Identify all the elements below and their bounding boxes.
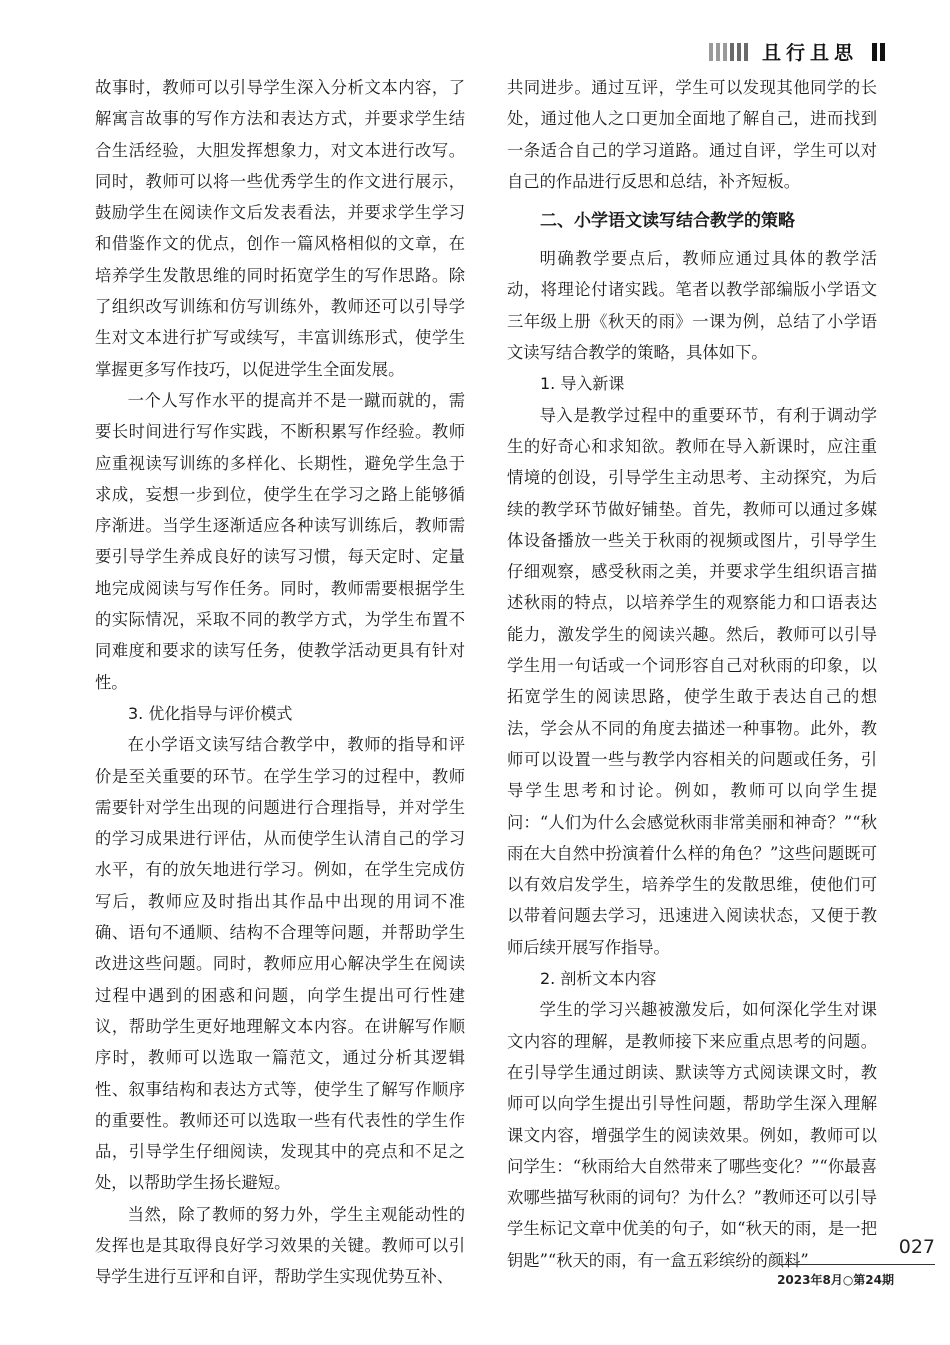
column-title: 且行且思 [761,42,858,64]
subsection-heading: 1. 导入新课 [540,374,625,394]
paragraph: 导入是教学过程中的重要环节，有利于调动学生的好奇心和求知欲。教师在导入新课时，应注重情境的创设，引导学生主动思考、主动探究，为后续的教学环节做好铺垫。首先，教师可以通过多媒体设备播放一些关于秋雨的视频或图片，引导学生仔细观察，感受秋雨之美，并要求学生组织语言描述秋雨的特点，以培养学生的观察能力和口语表达能力，激发学生的阅读兴趣。然后，教师可以引导学生用一句话或一个词形容自己对秋雨的印象，以拓宽学生的阅读思路，使学生敢于表达自己的想法，学会从不同的角度去描述一种事物。此外，教师可以设置一些与教学内容相关的问题或任务，引导学生思考和讨论。例如，教师可以向学生提问：“人们为什么会感觉秋雨非常美丽和神奇？”“秋雨在大自然中扮演着什么样的角色？”这些问题既可以有效启发学生，培养学生的发散思维，使他们可以带着问题去学习，迅速进入阅读状态，又便于教师后续开展写作指导。 [507,405,877,957]
left-column [95,72,465,1293]
subsection-heading: 3. 优化指导与评价模式 [128,703,293,723]
right-column [507,72,877,1276]
paragraph: 明确教学要点后，教师应通过具体的教学活动，将理论付诸实践。笔者以教学部编版小学语文三年级上册《秋天的雨》一课为例，总结了小学语文读写结合教学的策略，具体如下。 [507,249,877,363]
footer-divider [778,1264,935,1265]
paragraph: 当然，除了教师的努力外，学生主观能动性的发挥也是其取得良好学习效果的关键。教师可以引导学生进行互评和自评，帮助学生实现优势互补、 [95,1204,465,1287]
paragraph: 学生的学习兴趣被激发后，如何深化学生对课文内容的理解，是教师接下来应重点思考的问题。在引导学生通过朗读、默读等方式阅读课文时，教师可以向学生提出引导性问题，帮助学生深入理解课文内容，增强学生的阅读效果。例如，教师可以问学生：“秋雨给大自然带来了哪些变化？”“你最喜欢哪些描写秋雨的词句？为什么？”教师还可以引导学生标记文章中优美的句子，如“秋天的雨，是一把钥匙”“秋天的雨，有一盒五彩缤纷的颜料” [507,1000,877,1270]
subsection-heading: 2. 剖析文本内容 [540,969,657,989]
header-bars-left-decoration [709,43,748,61]
paragraph: 共同进步。通过互评，学生可以发现其他同学的长处，通过他人之口更加全面地了解自己，进而找到一条适合自己的学习道路。通过自评，学生可以对自己的作品进行反思和总结，补齐短板。 [507,78,877,191]
paragraph: 一个人写作水平的提高并不是一蹴而就的，需要长时间进行写作实践，不断积累写作经验。教师应重视读写训练的多样化、长期性，避免学生急于求成，妄想一步到位，使学生在学习之路上能够循序渐进。当学生逐渐适应各种读写训练后，教师需要引导学生养成良好的读写习惯，每天定时、定量地完成阅读与写作任务。同时，教师需要根据学生的实际情况，采取不同的教学方式，为学生布置不同难度和要求的读写任务，使教学活动更具有针对性。 [95,390,465,692]
issue-label: 2023年8月○第24期 [777,1273,894,1287]
section-heading: 二、小学语文读写结合教学的策略 [540,211,795,232]
running-header [709,38,885,65]
paragraph: 故事时，教师可以引导学生深入分析文本内容，了解寓言故事的写作方法和表达方式，并要求学生结合生活经验，大胆发挥想象力，对文本进行改写。同时，教师可以将一些优秀学生的作文进行展示，鼓励学生在阅读作文后发表看法，并要求学生学习和借鉴作文的优点，创作一篇风格相似的文章，在培养学生发散思维的同时拓宽学生的写作思路。除了组织改写训练和仿写训练外，教师还可以引导学生对文本进行扩写或续写，丰富训练形式，使学生掌握更多写作技巧，以促进学生全面发展。 [95,78,465,379]
header-bars-right-decoration [872,43,885,61]
paragraph: 在小学语文读写结合教学中，教师的指导和评价是至关重要的环节。在学生学习的过程中，教师需要针对学生出现的问题进行合理指导，并对学生的学习成果进行评估，从而使学生认清自己的学习水平，有的放矢地进行学习。例如，在学生完成仿写后，教师应及时指出其作品中出现的用词不准确、语句不通顺、结构不合理等问题，并帮助学生改进这些问题。同时，教师应用心解决学生在阅读过程中遇到的困惑和问题，向学生提出可行性建议，帮助学生更好地理解文本内容。在讲解写作顺序时，教师可以选取一篇范文，通过分析其逻辑性、叙事结构和表达方式等，使学生了解写作顺序的重要性。教师还可以选取一些有代表性的学生作品，引导学生仔细阅读，发现其中的亮点和不足之处，以帮助学生扬长避短。 [95,735,465,1193]
page-number: 027 [898,1236,935,1258]
